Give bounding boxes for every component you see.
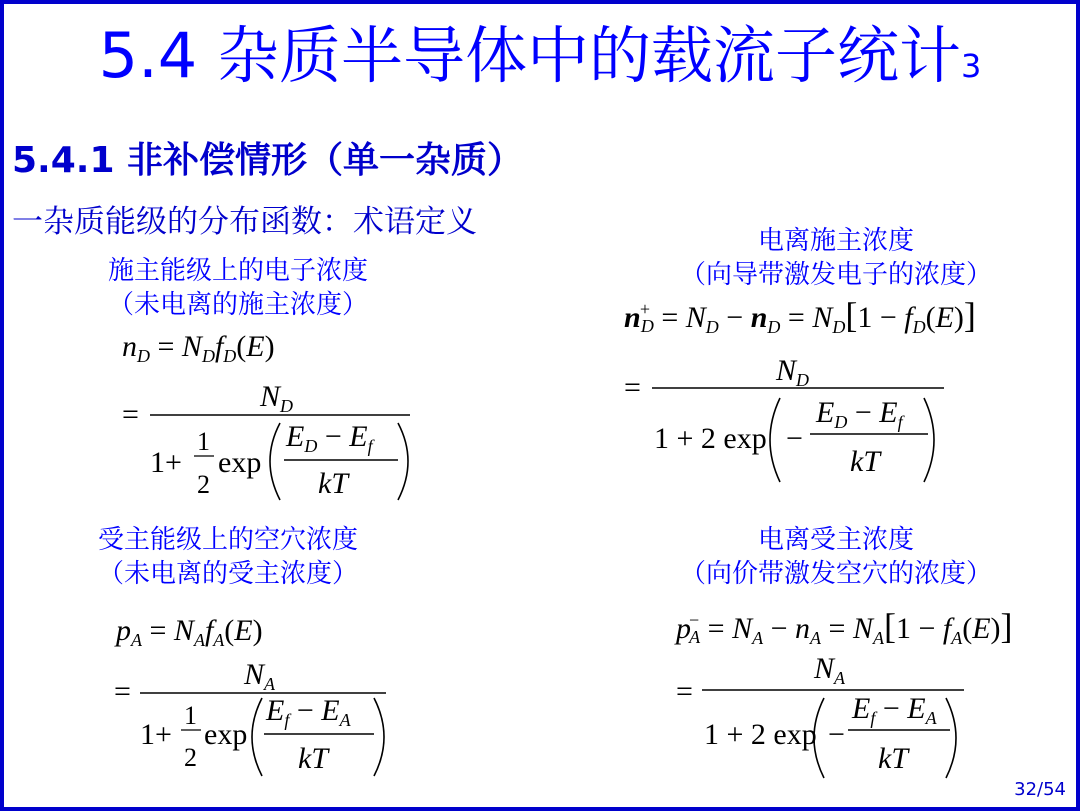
- intro-text: 一杂质能级的分布函数：术语定义: [12, 204, 477, 240]
- ionized-acceptor-line2: （向价带激发空穴的浓度）: [679, 559, 992, 589]
- svg-text:2: 2: [197, 470, 210, 499]
- svg-text:ND: $N_D$: [776, 354, 810, 390]
- svg-text:Ef − EA: $E_f - E_A$: [266, 694, 351, 730]
- equations: [4, 4, 1076, 807]
- donor-level-line1: 施主能级上的电子浓度: [108, 256, 369, 286]
- acceptor-level-line2: （未电离的受主浓度）: [98, 559, 359, 589]
- svg-text:kT: kT: [850, 445, 880, 478]
- svg-text:ED − Ef: $E_D - E_f$: [816, 396, 903, 432]
- svg-text:ND: $N_D$: [260, 380, 294, 416]
- page-number: 32/54: [1014, 779, 1066, 800]
- svg-text:=: =: [114, 675, 131, 708]
- svg-text:Ef − EA: $E_f - E_A$: [852, 692, 937, 728]
- section-heading: 5.4.1 非补偿情形（单一杂质）: [12, 140, 524, 181]
- equation-pa-fraction: [114, 658, 386, 776]
- equation-pa-minus: $p- A = N_A - n_A = N_A[1 - f_A(E)]$: [676, 606, 1013, 648]
- svg-text:=: =: [624, 371, 641, 404]
- equation-nd-fraction: [122, 380, 410, 500]
- svg-text:1 + 2 exp: 1 + 2 exp: [654, 422, 767, 455]
- donor-level-line2: （未电离的施主浓度）: [108, 290, 369, 320]
- svg-text:=: =: [122, 398, 139, 431]
- svg-text:kT: kT: [298, 742, 328, 775]
- equation-nd-plus-fraction: [624, 354, 944, 482]
- ionized-acceptor-line1: 电离受主浓度: [757, 525, 914, 555]
- svg-text:2: 2: [184, 743, 197, 772]
- svg-text:−: −: [786, 422, 803, 455]
- equation-pa-minus-fraction: [676, 652, 964, 778]
- svg-text:kT: kT: [318, 467, 348, 500]
- equation-pa: $p_A = N_Af_A(E)$: [116, 614, 263, 650]
- ionized-donor-line1: 电离施主浓度: [757, 226, 914, 256]
- svg-text:exp: exp: [204, 718, 248, 751]
- equation-nd: $n_D = N_Df_D(E)$: [122, 330, 275, 366]
- svg-text:1: 1: [184, 701, 197, 730]
- equation-nd-plus: $n+ D = N_D - n_D = N_D[1 - f_D(E)]$: [624, 295, 976, 337]
- title-main: 5.4 杂质半导体中的载流子统计: [98, 19, 961, 92]
- svg-text:NA: $N_A$: [244, 658, 276, 694]
- ionized-donor-line2: （向导带激发电子的浓度）: [679, 260, 992, 290]
- title-subscript: 3: [960, 47, 982, 85]
- svg-text:kT: kT: [878, 742, 908, 775]
- svg-text:1+: 1+: [140, 718, 172, 751]
- svg-text:1+: 1+: [150, 446, 182, 479]
- svg-text:=: =: [676, 675, 693, 708]
- acceptor-level-line1: 受主能级上的空穴浓度: [98, 525, 359, 555]
- svg-text:−: −: [828, 718, 845, 751]
- svg-text:NA: $N_A$: [814, 652, 846, 688]
- svg-text:exp: exp: [218, 446, 262, 479]
- svg-text:ED − Ef: $E_D - E_f$: [286, 420, 373, 456]
- svg-text:1: 1: [197, 427, 210, 456]
- svg-text:1 + 2 exp: 1 + 2 exp: [704, 718, 817, 751]
